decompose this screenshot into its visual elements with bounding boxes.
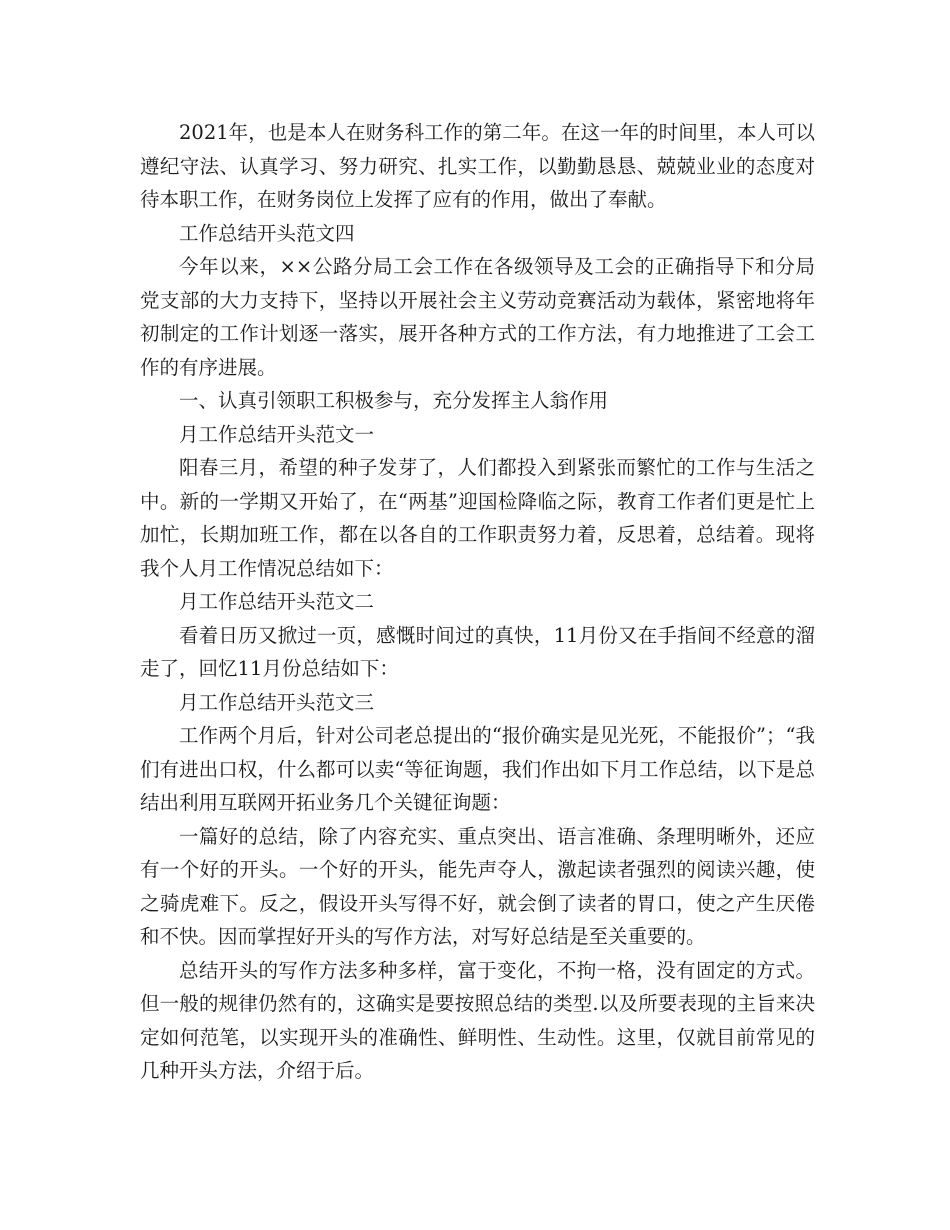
document-body — [140, 116, 815, 1088]
heading-monthly-sample-two: 月工作总结开头范文二 — [179, 590, 375, 613]
paragraph-good-opening: 一篇好的总结，除了内容充实、重点突出、语言准确、条理明晰外，还应有一个好的开头。一个好的开头，能先声夺人，激起读者强烈的阅读兴趣，使之骑虎难下。反之，假设开头写得不好，就会倒了读者的胃口，使之产生厌倦和不快。因而掌捏好开头的写作方法，对写好总结是至关重要的。 — [140, 824, 815, 948]
paragraph-two-months: 工作两个月后，针对公司老总提出的“报价确实是见光死，不能报价”；“我们有进出口权，什么都可以卖“等征询题，我们作出如下月工作总结，以下是总结出利用互联网开拓业务几个关键征询题： — [140, 724, 815, 814]
paragraph-methods: 总结开头的写作方法多种多样，富于变化，不拘一格，没有固定的方式。但一般的规律仍然有的，这确实是要按照总结的类型.以及所要表现的主旨来决定如何范笔，以实现开头的准确性、鲜明性、生动性。这里，仅就目前常见的几种开头方法，介绍于后。 — [140, 958, 815, 1082]
heading-monthly-sample-three: 月工作总结开头范文三 — [179, 690, 375, 714]
heading-monthly-sample-one: 月工作总结开头范文一 — [179, 422, 375, 446]
paragraph-union-work: 今年以来，××公路分局工会工作在各级领导及工会的正确指导下和分局党支部的大力支持下，坚持以开展社会主义劳动竞赛活动为载体，紧密地将年初制定的工作计划逐一落实，展开各种方式的工作方法，有力地推进了工会工作的有序进展。 — [140, 255, 815, 379]
heading-sample-four: 工作总结开头范文四 — [179, 221, 355, 245]
paragraph-calendar: 看着日历又掀过一页，感慨时间过的真快，11月份又在手指间不经意的溜走了，回忆11月份总结如下： — [140, 623, 815, 680]
paragraph-spring: 阳春三月，希望的种子发芽了，人们都投入到紧张而繁忙的工作与生活之中。新的一学期又开始了，在“两基”迎国检降临之际，教育工作者们更是忙上加忙，长期加班工作，都在以各自的工作职责努力着，反思着，总结着。现将我个人月工作情况总结如下： — [140, 456, 815, 580]
paragraph-intro: 2021年，也是本人在财务科工作的第二年。在这一年的时间里，本人可以遵纪守法、认真学习、努力研究、扎实工作，以勤勤恳恳、兢兢业业的态度对待本职工作，在财务岗位上发挥了应有的作用，做出了奉献。 — [140, 121, 815, 211]
heading-section-one: 一、认真引领职工积极参与，充分发挥主人翁作用 — [179, 389, 609, 412]
